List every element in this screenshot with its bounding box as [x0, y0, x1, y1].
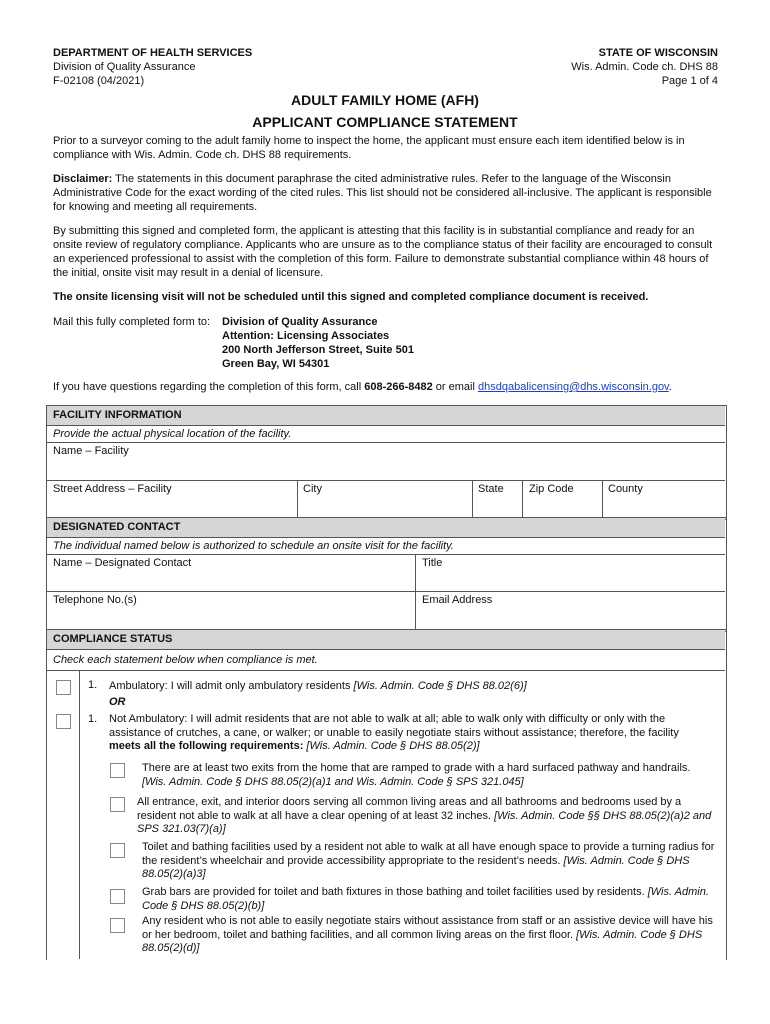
mail-line-4: Green Bay, WI 54301	[222, 358, 330, 370]
telephone-field[interactable]: Telephone No.(s)	[53, 594, 137, 606]
state-name: STATE OF WISCONSIN	[598, 47, 718, 59]
compliance-heading: COMPLIANCE STATUS	[47, 630, 725, 650]
exits-ramped-statement: There are at least two exits from the home that are ramped to grade with a hard surfaced pathway and handrails. [Wis. Admin. Code § DHS 88.05(2)(a)1 and Wis. Admin. Code § SPS 321.045]	[142, 762, 691, 788]
form-subtitle: APPLICANT COMPLIANCE STATEMENT	[252, 114, 518, 130]
compliance-instruction: Check each statement below when compliance is met.	[53, 654, 318, 666]
questions-line	[53, 380, 672, 394]
mail-label: Mail this fully completed form to:	[53, 316, 211, 328]
county-field[interactable]: County	[608, 483, 643, 495]
door-openings-statement: All entrance, exit, and interior doors serving all common living areas and all bathrooms and bedrooms used by a resident not able to walk at all have a clear opening of at least 32 inches. [Wis. Admin. Code §§ DHS 88.05(2)(a)2 and SPS 321.03(7)(a)]	[137, 796, 712, 835]
first-floor-checkbox[interactable]	[110, 918, 125, 933]
divider	[46, 670, 725, 671]
department-name: DEPARTMENT OF HEALTH SERVICES	[53, 47, 253, 59]
questions-middle: or email	[432, 381, 478, 393]
email-link[interactable]: dhsdqabalicensing@dhs.wisconsin.gov	[478, 381, 669, 393]
item-number: 1.	[88, 713, 98, 725]
page-number: Page 1 of 4	[661, 75, 718, 87]
not-ambulatory-checkbox[interactable]	[56, 714, 71, 729]
mail-line-3: 200 North Jefferson Street, Suite 501	[222, 344, 414, 356]
contact-name-field[interactable]: Name – Designated Contact	[53, 557, 192, 569]
zip-code-field[interactable]: Zip Code	[529, 483, 574, 495]
divider	[46, 480, 725, 481]
street-address-field[interactable]: Street Address – Facility	[53, 483, 172, 495]
divider	[602, 480, 603, 518]
contact-title-field[interactable]: Title	[422, 557, 443, 569]
divider	[79, 670, 80, 959]
questions-suffix: .	[668, 381, 672, 393]
toilet-bathing-checkbox[interactable]	[110, 843, 125, 858]
admin-code: Wis. Admin. Code ch. DHS 88	[571, 61, 718, 73]
mail-line-1: Division of Quality Assurance	[222, 316, 378, 328]
divider	[46, 591, 725, 592]
header-left	[53, 46, 252, 88]
city-field[interactable]: City	[303, 483, 322, 495]
header-right	[571, 46, 718, 88]
mail-line-2: Attention: Licensing Associates	[222, 330, 390, 342]
disclaimer-label: Disclaimer:	[53, 173, 113, 185]
divider	[472, 480, 473, 518]
questions-prefix: If you have questions regarding the completion of this form, call	[53, 381, 365, 393]
divider	[415, 554, 416, 630]
mail-address	[222, 315, 414, 371]
divider	[297, 480, 298, 518]
ambulatory-checkbox[interactable]	[56, 680, 71, 695]
exits-ramped-checkbox[interactable]	[110, 763, 125, 778]
onsite-notice: The onsite licensing visit will not be scheduled until this signed and completed compliance document is received.	[53, 291, 649, 303]
first-floor-statement: Any resident who is not able to easily negotiate stairs without assistance from staff or an assistive device will have his or her bedroom, toilet and bathing facilities, and all common living areas on the first floor. [Wis. Admin. Code § DHS 88.05(2)(d)]	[142, 915, 713, 954]
grab-bars-statement: Grab bars are provided for toilet and bath fixtures in those bathing and toilet facilities used by residents. [Wis. Admin. Code § DHS 88.05(2)(b)]	[142, 886, 709, 912]
form-number: F-02108 (04/2021)	[53, 75, 145, 87]
grab-bars-checkbox[interactable]	[110, 889, 125, 904]
divider	[522, 480, 523, 518]
divider	[46, 442, 725, 443]
or-separator: OR	[109, 696, 126, 708]
state-field[interactable]: State	[478, 483, 504, 495]
submitting-paragraph: By submitting this signed and completed form, the applicant is attesting that this facility is in substantial compliance and ready for an onsite review of regulatory compliance. Applicants who are unsure as to the compliance status of their facility are encouraged to consult an experienced professional to assist with the completion of this form. Failure to demonstrate substantial compliance within 48 hours of the initial, onsite visit may result in a denial of licensure.	[53, 225, 713, 279]
facility-name-field[interactable]: Name – Facility	[53, 445, 129, 457]
divider	[46, 554, 725, 555]
facility-instruction: Provide the actual physical location of the facility.	[53, 428, 292, 440]
item-number: 1.	[88, 679, 98, 691]
ambulatory-statement: Ambulatory: I will admit only ambulatory residents [Wis. Admin. Code § DHS 88.02(6)]	[109, 680, 527, 692]
door-openings-checkbox[interactable]	[110, 797, 125, 812]
phone-number: 608-266-8482	[364, 381, 433, 393]
toilet-bathing-statement: Toilet and bathing facilities used by a resident not able to walk at all have enough space to provide a turning radius for the resident’s wheelchair and provide accessibility appropriate to the resident’s needs. [Wis. Admin. Code § DHS 88.05(2)(a)3]	[142, 841, 715, 880]
division-name: Division of Quality Assurance	[53, 61, 196, 73]
not-ambulatory-statement: Not Ambulatory: I will admit residents that are not able to walk at all; able to walk only with difficulty or only with the assistance of crutches, a cane, or walker; or unable to easily negotiate stairs without assistance; therefore, the facility meets all the following requirements: [Wis. Admin. Code § DHS 88.05(2)]	[109, 713, 679, 752]
disclaimer-paragraph	[53, 172, 718, 214]
facility-heading: FACILITY INFORMATION	[47, 406, 725, 426]
intro-paragraph: Prior to a surveyor coming to the adult family home to inspect the home, the applicant must ensure each item identified below is in compliance with Wis. Admin. Code ch. DHS 88 requirements.	[53, 135, 685, 161]
disclaimer-text: The statements in this document paraphrase the cited administrative rules. Refer to the language of the Wisconsin Administrative Code for the exact wording of the cited rules. This list should not be considered all-inclusive. The applicant is responsible for knowing and meeting all requirements.	[53, 173, 712, 213]
contact-instruction: The individual named below is authorized to schedule an onsite visit for the facility.	[53, 540, 454, 552]
contact-heading: DESIGNATED CONTACT	[47, 518, 725, 538]
form-title: ADULT FAMILY HOME (AFH)	[291, 92, 479, 108]
email-address-field[interactable]: Email Address	[422, 594, 493, 606]
